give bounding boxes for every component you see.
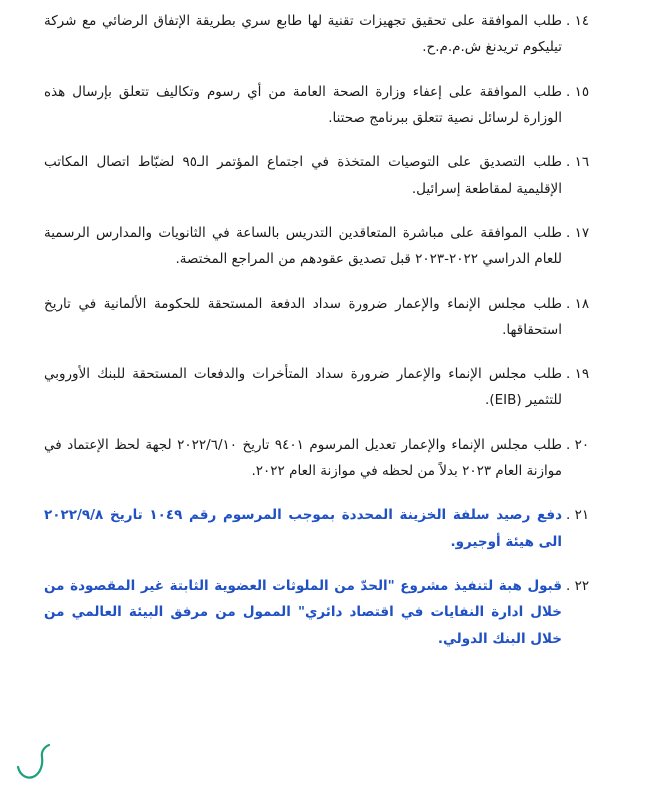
item-number: ٢٠ . [566,436,590,453]
item-number: ٢٢ . [566,578,590,594]
item-text: طلب الموافقة على مباشرة المتعاقدين التدريس بالساعة في الثانويات والمدارس الرسمية للعام الدراسي ٢٠٢٢-٢٠٢٣ قبل تصديق عقودهم من المراجع المختصة. [44,224,562,268]
item-text: طلب مجلس الإنماء والإعمار ضرورة سداد المتأخرات والدفعات المستحقة للبنك الأوروبي للتثمير (EIB). [44,366,562,409]
item-number: ١٥ . [566,83,590,100]
handwritten-checkmark-icon [14,743,68,783]
item-number: ١٤ . [566,13,590,29]
item-text-highlighted: قبول هبة لتنفيذ مشروع "الحدّ من الملوثات العضوية الثابتة غير المقصودة من خلال ادارة النفايات في اقتصاد دائري" الممول من مرفق البيئة العالمي من خلال البنك الدولي. [44,578,562,647]
item-text: طلب مجلس الإنماء والإعمار تعديل المرسوم ٩٤٠١ تاريخ ٢٠٢٢/٦/١٠ لجهة لحظ الإعتماد في موازنة العام ٢٠٢٣ بدلاً من لحظه في موازنة العام ٢٠٢٢. [44,436,562,480]
list-item [44,291,602,344]
list-item [44,149,602,202]
list-item [44,573,602,652]
item-text: طلب مجلس الإنماء والإعمار ضرورة سداد الدفعة المستحقة للحكومة الألمانية في تاريخ استحقاقها. [44,295,562,338]
item-text-highlighted: دفع رصيد سلفة الخزينة المحددة بموجب المرسوم رقم ١٠٤٩ تاريخ ٢٠٢٢/٩/٨ الى هيئة أوجيرو. [44,507,563,550]
list-item [44,79,602,132]
list-item [44,361,602,414]
list-item [44,8,602,61]
item-text: طلب التصديق على التوصيات المتخذة في اجتماع المؤتمر الـ٩٥ لضبّاط اتصال المكاتب الإقليمية لمقاطعة إسرائيل. [44,154,562,197]
agenda-item-list [44,8,602,652]
item-number: ١٧ . [566,224,590,241]
item-text: طلب الموافقة على تحقيق تجهيزات تقنية لها طابع سري بطريقة الإتفاق الرضائي مع شركة تيليكوم تريدنغ ش.م.م.ح. [44,13,562,56]
list-item [44,502,602,555]
item-number: ١٦ . [566,154,590,171]
item-number: ١٩ . [566,366,590,383]
item-number: ١٨ . [566,295,590,312]
item-number: ٢١ . [566,507,590,524]
list-item [44,432,602,485]
list-item [44,220,602,273]
item-text: طلب الموافقة على إعفاء وزارة الصحة العامة من أي رسوم وتكاليف تتعلق بإرسال هذه الوزارة لرسائل نصية تتعلق ببرنامج صحتنا. [44,83,562,126]
